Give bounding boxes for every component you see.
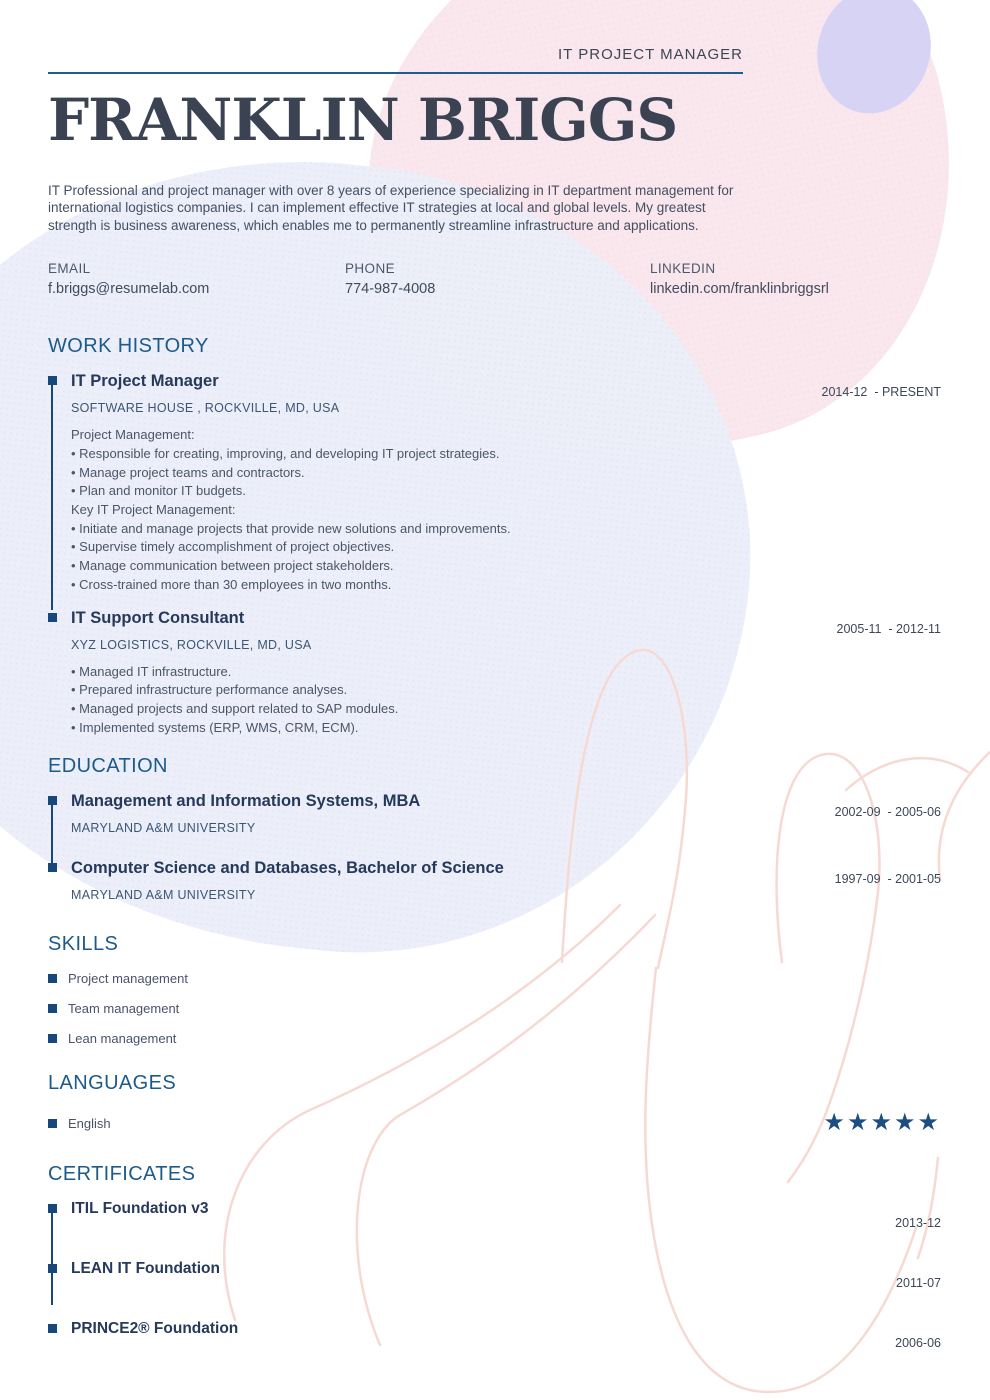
detail-line: • Supervise timely accomplishment of project objectives. (71, 539, 395, 555)
education-entry (71, 791, 941, 836)
language-item (48, 1111, 941, 1135)
certificate-entry (71, 1199, 941, 1230)
phone-value: 774-987-4008 (345, 281, 436, 298)
certificate-name: LEAN IT Foundation (71, 1260, 220, 1278)
date-range: 1997-09 - 2001-05 (834, 872, 941, 887)
language-label: English (68, 1115, 111, 1131)
email-label: EMAIL (48, 261, 91, 277)
education-title: EDUCATION (48, 755, 168, 778)
languages-title: LANGUAGES (48, 1072, 177, 1095)
star-rating-icon: ★★★★★ (823, 1109, 941, 1137)
date-range: 2002-09 - 2005-06 (834, 805, 941, 820)
skill-item (48, 1030, 941, 1046)
timeline-marker (48, 1324, 57, 1333)
skill-item (48, 1000, 941, 1016)
education-entry (71, 858, 941, 903)
skill-item (48, 970, 941, 986)
detail-line: Project Management: (71, 427, 195, 443)
section-work-history (48, 335, 941, 737)
linkedin-value: linkedin.com/franklinbriggsrl (650, 281, 829, 298)
contact-phone (345, 261, 650, 297)
role-title: IT PROJECT MANAGER (558, 46, 743, 63)
detail-line: • Initiate and manage projects that provide new solutions and improvements. (71, 520, 511, 536)
date-range: 2014-12 - PRESENT (821, 385, 941, 400)
detail-line: • Implemented systems (ERP, WMS, CRM, ECM). (71, 719, 359, 735)
contact-linkedin (650, 261, 941, 297)
square-bullet-icon (48, 974, 57, 983)
job-details (71, 663, 941, 738)
certificates-title: CERTIFICATES (48, 1163, 196, 1186)
education-entries (48, 791, 941, 903)
certificate-name: ITIL Foundation v3 (71, 1200, 209, 1218)
timeline-marker (48, 1264, 57, 1273)
certificate-date: 2011-07 (896, 1276, 941, 1291)
section-education (48, 755, 941, 903)
detail-line: • Manage communication between project stakeholders. (71, 558, 394, 574)
detail-line: • Manage project teams and contractors. (71, 464, 305, 480)
square-bullet-icon (48, 1119, 57, 1128)
entry-header (71, 371, 941, 416)
certificate-name: PRINCE2® Foundation (71, 1320, 239, 1338)
timeline-marker (48, 376, 57, 385)
detail-line: • Responsible for creating, improving, and developing IT project strategies. (71, 445, 500, 461)
timeline-line (51, 1208, 53, 1305)
section-certificates (48, 1163, 941, 1350)
certificate-date: 2006-06 (895, 1336, 941, 1351)
certificate-entries (48, 1199, 941, 1350)
certificate-date: 2013-12 (895, 1216, 941, 1231)
skill-label: Project management (68, 970, 188, 986)
skill-label: Lean management (68, 1030, 177, 1046)
school-line: MARYLAND A&M UNIVERSITY (71, 888, 256, 903)
degree-title: Management and Information Systems, MBA (71, 792, 421, 811)
timeline-marker (48, 796, 57, 805)
contact-email (48, 261, 345, 297)
square-bullet-icon (48, 1004, 57, 1013)
detail-line: Key IT Project Management: (71, 502, 236, 518)
entry-header (71, 608, 941, 653)
detail-line: • Managed IT infrastructure. (71, 663, 232, 679)
person-name: FRANKLIN BRIGGS (48, 86, 678, 154)
email-value: f.briggs@resumelab.com (48, 281, 210, 298)
square-bullet-icon (48, 1034, 57, 1043)
school-line: MARYLAND A&M UNIVERSITY (71, 821, 256, 836)
contact-row (48, 261, 941, 297)
company-line: XYZ LOGISTICS, ROCKVILLE, MD, USA (71, 637, 312, 652)
degree-title: Computer Science and Databases, Bachelor of Science (71, 859, 504, 878)
detail-line: • Cross-trained more than 30 employees in two months. (71, 576, 392, 592)
header-rule (48, 72, 743, 74)
timeline-marker (48, 1204, 57, 1213)
phone-label: PHONE (345, 261, 396, 277)
entry-header (71, 858, 941, 903)
timeline-line (51, 800, 53, 870)
work-entry (71, 371, 941, 594)
detail-line: • Managed projects and support related to SAP modules. (71, 700, 399, 716)
linkedin-label: LINKEDIN (650, 261, 716, 277)
section-languages (48, 1072, 941, 1135)
certificate-entry (71, 1319, 941, 1350)
skill-label: Team management (68, 1000, 180, 1016)
timeline-marker (48, 613, 57, 622)
certificate-entry (71, 1259, 941, 1290)
timeline-line (51, 380, 53, 610)
job-title: IT Support Consultant (71, 608, 245, 627)
date-range: 2005-11 - 2012-11 (836, 621, 941, 636)
work-history-entries (48, 371, 941, 737)
company-line: SOFTWARE HOUSE , ROCKVILLE, MD, USA (71, 401, 340, 416)
professional-summary: IT Professional and project manager with over 8 years of experience specializing in IT department management for international logistics companies. I can implement effective IT strategies at local and global levels. My greatest strength is business awareness, which enables me to permanently streamline infrastructure and applications. (48, 183, 734, 233)
timeline-marker (48, 863, 57, 872)
job-title: IT Project Manager (71, 372, 219, 391)
entry-header (71, 791, 941, 836)
section-skills (48, 933, 941, 1046)
work-entry (71, 608, 941, 738)
detail-line: • Plan and monitor IT budgets. (71, 483, 246, 499)
job-details (71, 426, 941, 594)
skills-title: SKILLS (48, 933, 119, 956)
work-history-title: WORK HISTORY (48, 335, 209, 358)
detail-line: • Prepared infrastructure performance analyses. (71, 682, 348, 698)
